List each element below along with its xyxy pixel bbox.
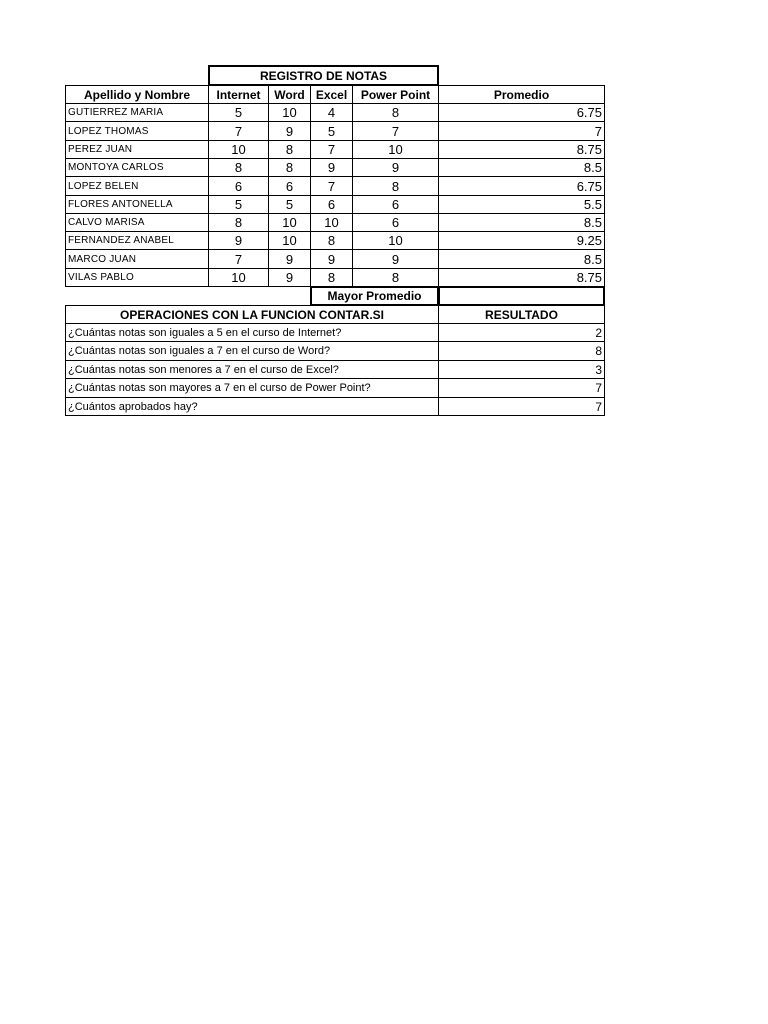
header-promedio: Promedio xyxy=(438,85,605,104)
cell-excel[interactable]: 9 xyxy=(310,158,353,177)
cell-excel[interactable]: 10 xyxy=(310,213,353,232)
cell-name[interactable]: PEREZ JUAN xyxy=(65,140,209,159)
cell-word[interactable]: 5 xyxy=(268,195,311,214)
cell-internet[interactable]: 7 xyxy=(208,249,269,269)
cell-name[interactable]: VILAS PABLO xyxy=(65,268,209,287)
operation-result[interactable]: 2 xyxy=(438,323,605,342)
cell-excel[interactable]: 8 xyxy=(310,231,353,250)
cell-powerpoint[interactable]: 8 xyxy=(352,103,439,122)
cell-excel[interactable]: 8 xyxy=(310,268,353,287)
cell-word[interactable]: 9 xyxy=(268,121,311,141)
operations-header: OPERACIONES CON LA FUNCION CONTAR.SI xyxy=(65,305,439,324)
cell-internet[interactable]: 7 xyxy=(208,121,269,141)
result-header: RESULTADO xyxy=(438,305,605,324)
cell-powerpoint[interactable]: 10 xyxy=(352,231,439,250)
mayor-promedio-label: Mayor Promedio xyxy=(310,286,439,306)
operation-result[interactable]: 7 xyxy=(438,397,605,416)
operation-question[interactable]: ¿Cuántos aprobados hay? xyxy=(65,397,439,416)
cell-name[interactable]: CALVO MARISA xyxy=(65,213,209,232)
operation-question[interactable]: ¿Cuántas notas son iguales a 7 en el curso de Word? xyxy=(65,341,439,361)
cell-word[interactable]: 9 xyxy=(268,249,311,269)
operation-result[interactable]: 3 xyxy=(438,360,605,379)
cell-name[interactable]: FLORES ANTONELLA xyxy=(65,195,209,214)
cell-promedio[interactable]: 8.5 xyxy=(438,213,605,232)
cell-powerpoint[interactable]: 7 xyxy=(352,121,439,141)
cell-promedio[interactable]: 6.75 xyxy=(438,103,605,122)
cell-excel[interactable]: 6 xyxy=(310,195,353,214)
header-word: Word xyxy=(268,85,311,104)
mayor-promedio-value[interactable] xyxy=(438,286,605,306)
cell-word[interactable]: 10 xyxy=(268,213,311,232)
operation-result[interactable]: 7 xyxy=(438,378,605,398)
cell-powerpoint[interactable]: 9 xyxy=(352,249,439,269)
cell-internet[interactable]: 9 xyxy=(208,231,269,250)
cell-excel[interactable]: 9 xyxy=(310,249,353,269)
cell-word[interactable]: 8 xyxy=(268,140,311,159)
cell-powerpoint[interactable]: 8 xyxy=(352,268,439,287)
cell-internet[interactable]: 8 xyxy=(208,213,269,232)
cell-internet[interactable]: 10 xyxy=(208,140,269,159)
cell-promedio[interactable]: 8.75 xyxy=(438,268,605,287)
cell-powerpoint[interactable]: 10 xyxy=(352,140,439,159)
cell-name[interactable]: GUTIERREZ MARIA xyxy=(65,103,209,122)
cell-promedio[interactable]: 9.25 xyxy=(438,231,605,250)
cell-excel[interactable]: 4 xyxy=(310,103,353,122)
cell-promedio[interactable]: 8.5 xyxy=(438,249,605,269)
cell-name[interactable]: LOPEZ BELEN xyxy=(65,176,209,196)
header-powerpoint: Power Point xyxy=(352,85,439,104)
cell-word[interactable]: 9 xyxy=(268,268,311,287)
cell-word[interactable]: 6 xyxy=(268,176,311,196)
cell-internet[interactable]: 10 xyxy=(208,268,269,287)
cell-excel[interactable]: 5 xyxy=(310,121,353,141)
cell-promedio[interactable]: 8.5 xyxy=(438,158,605,177)
cell-promedio[interactable]: 8.75 xyxy=(438,140,605,159)
cell-promedio[interactable]: 5.5 xyxy=(438,195,605,214)
cell-powerpoint[interactable]: 6 xyxy=(352,213,439,232)
cell-promedio[interactable]: 7 xyxy=(438,121,605,141)
cell-name[interactable]: LOPEZ THOMAS xyxy=(65,121,209,141)
cell-excel[interactable]: 7 xyxy=(310,140,353,159)
cell-name[interactable]: MONTOYA CARLOS xyxy=(65,158,209,177)
operation-question[interactable]: ¿Cuántas notas son mayores a 7 en el curso de Power Point? xyxy=(65,378,439,398)
cell-name[interactable]: MARCO JUAN xyxy=(65,249,209,269)
cell-word[interactable]: 10 xyxy=(268,231,311,250)
table-title: REGISTRO DE NOTAS xyxy=(208,65,439,86)
header-excel: Excel xyxy=(310,85,353,104)
operation-result[interactable]: 8 xyxy=(438,341,605,361)
cell-internet[interactable]: 6 xyxy=(208,176,269,196)
header-internet: Internet xyxy=(208,85,269,104)
cell-word[interactable]: 10 xyxy=(268,103,311,122)
cell-excel[interactable]: 7 xyxy=(310,176,353,196)
cell-name[interactable]: FERNANDEZ ANABEL xyxy=(65,231,209,250)
cell-powerpoint[interactable]: 6 xyxy=(352,195,439,214)
cell-internet[interactable]: 5 xyxy=(208,103,269,122)
cell-promedio[interactable]: 6.75 xyxy=(438,176,605,196)
operation-question[interactable]: ¿Cuántas notas son iguales a 5 en el curso de Internet? xyxy=(65,323,439,342)
cell-internet[interactable]: 8 xyxy=(208,158,269,177)
header-name: Apellido y Nombre xyxy=(65,85,209,104)
cell-powerpoint[interactable]: 8 xyxy=(352,176,439,196)
cell-internet[interactable]: 5 xyxy=(208,195,269,214)
cell-powerpoint[interactable]: 9 xyxy=(352,158,439,177)
operation-question[interactable]: ¿Cuántas notas son menores a 7 en el curso de Excel? xyxy=(65,360,439,379)
cell-word[interactable]: 8 xyxy=(268,158,311,177)
